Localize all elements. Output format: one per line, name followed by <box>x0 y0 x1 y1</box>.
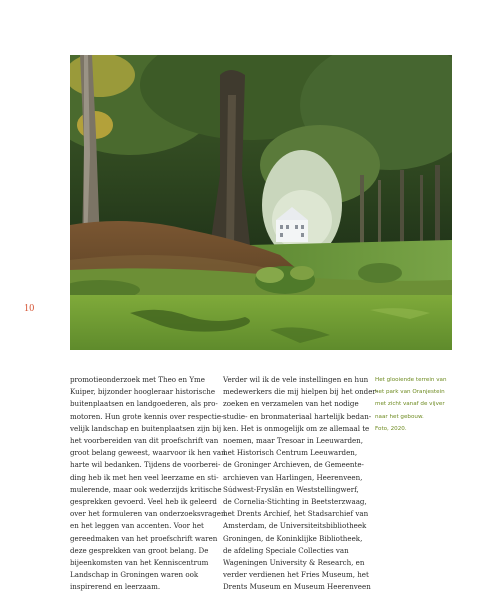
text-line: de Cornelia-Stichting in Beetsterzwaag, <box>223 497 367 507</box>
text-line: velijk landschap en buitenplaatsen zijn bij <box>70 423 222 433</box>
text-line: studie- en bronmateriaal hartelijk bedan- <box>223 411 372 421</box>
text-line: Verder wil ik de vele instellingen en hun <box>223 375 369 384</box>
text-line: de Groninger Archieven, de Gemeente- <box>223 460 364 470</box>
text-line: Súdwest-Fryslân en Weststellingwerf, <box>223 484 359 494</box>
text-line: inspirerend en leerzaam. <box>70 582 161 592</box>
photo-caption <box>375 374 475 435</box>
caption-line: Het glooiende terrein van <box>375 377 447 383</box>
text-line: het Historisch Centrum Leeuwarden, <box>223 448 358 458</box>
text-line: zoeken en verzamelen van het nodige <box>223 399 359 409</box>
text-line: mulerende, maar ook wederzijds kritische <box>70 484 222 494</box>
text-line: het Drents Archief, het Stadsarchief van <box>223 509 369 519</box>
text-line: en het leggen van accenten. Voor het <box>70 521 204 531</box>
text-line: ken. Het is onmogelijk om ze allemaal te <box>223 423 370 433</box>
text-line: het voorbereiden van dit proefschrift van <box>70 436 219 446</box>
text-line: medewerkers die mij hielpen bij het onder- <box>223 387 379 397</box>
caption-line: Foto, 2020. <box>375 425 407 432</box>
text-line: gesprekken gevoerd. Veel heb ik geleerd <box>70 497 217 507</box>
text-line: gereedmaken van het proefschrift waren <box>70 533 218 543</box>
caption-line: naar het gebouw. <box>375 413 424 420</box>
text-line: Amsterdam, de Universiteitsbibliotheek <box>223 521 367 531</box>
text-line: harte wil bedanken. Tijdens de voorberei- <box>70 460 221 470</box>
text-line: Landschap in Groningen waren ook <box>70 570 199 580</box>
caption-line: met zicht vanaf de vijver <box>375 401 445 408</box>
text-line: Groningen, de Koninklijke Bibliotheek, <box>223 533 363 543</box>
body-text-left-column <box>70 374 230 594</box>
text-line: Wageningen University & Research, en <box>223 558 365 568</box>
page-number: 10 <box>24 303 35 314</box>
text-line: bijeenkomsten van het Kenniscentrum <box>70 558 209 568</box>
text-line: over het formuleren van onderzoeksvragen <box>70 509 226 519</box>
text-line: promotieonderzoek met Theo en Yme <box>70 375 205 384</box>
caption-line: het park van Oranjestein <box>375 389 445 396</box>
text-line: buitenplaatsen en landgoederen, als pro- <box>70 399 218 409</box>
text-line: groot belang geweest, waarvoor ik hen van <box>70 448 226 458</box>
text-line: archieven van Harlingen, Heerenveen, <box>223 472 363 482</box>
text-line: verder verdienen het Fries Museum, het <box>223 570 369 580</box>
text-line: ding heb ik met hen veel leerzame en sti- <box>70 472 219 482</box>
text-line: motoren. Hun grote kennis over respectie- <box>70 411 224 421</box>
text-line: noemen, maar Tresoar in Leeuwarden, <box>223 436 364 446</box>
text-line: Drents Museum en Museum Heerenveen <box>223 582 371 592</box>
park-photo <box>70 55 452 350</box>
text-line: de afdeling Speciale Collecties van <box>223 545 349 555</box>
text-line: Kuiper, bijzonder hoogleraar historische <box>70 387 216 397</box>
body-text-middle-column <box>223 374 383 594</box>
text-line: deze gesprekken van groot belang. De <box>70 545 209 555</box>
